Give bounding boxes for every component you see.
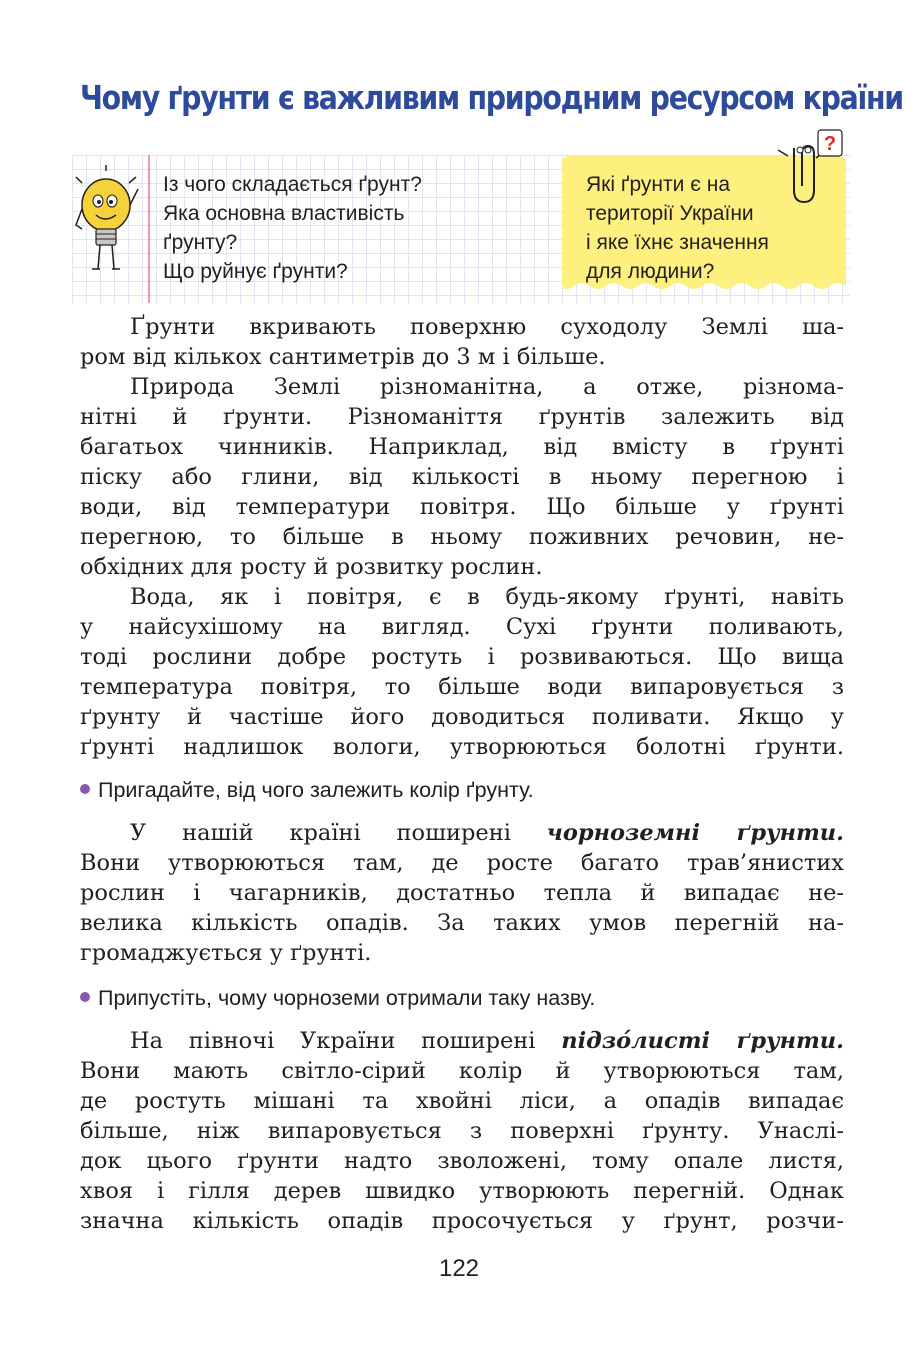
text-line: ґрунту й частіше його доводиться поливати. Якщо у	[80, 704, 844, 730]
note-line: Які ґрунти є на	[586, 173, 731, 196]
task-text: Припустіть, чому чорноземи отримали таку назву.	[98, 986, 596, 1010]
question-line: Що руйнує ґрунти?	[163, 260, 348, 283]
task-bullet	[80, 778, 534, 803]
margin-line	[148, 155, 150, 303]
text-line: нітні й ґрунти. Різноманіття ґрунтів залежить від	[80, 404, 844, 430]
bullet-dot-icon	[80, 784, 90, 794]
text-line: більше, ніж випаровується з поверхні ґрунту. Унаслі-	[80, 1118, 844, 1144]
text-line: тоді рослини добре ростуть і розвиваються. Що вища	[80, 644, 844, 670]
term-chornozem: чорноземні ґрунти.	[546, 820, 844, 846]
text-line: рослин і чагарників, достатньо тепла й випадає не-	[80, 880, 844, 906]
note-line: території України	[586, 202, 754, 225]
note-line: для людини?	[586, 260, 715, 283]
paragraph-5	[80, 1026, 844, 1236]
guiding-questions	[163, 170, 533, 286]
text-line: громаджується у ґрунті.	[80, 940, 372, 966]
question-line: Яка основна властивість	[163, 202, 405, 225]
paragraph-4	[80, 818, 844, 968]
task-bullet	[80, 986, 595, 1011]
paragraph-3	[80, 582, 844, 762]
task-text: Пригадайте, від чого залежить колір ґрунту.	[98, 778, 534, 802]
text-line	[80, 1026, 844, 1056]
text-line: Вони утворюються там, де росте багато трав’янистих	[80, 850, 844, 876]
question-line: ґрунту?	[163, 231, 238, 254]
text-line: ром від кількох сантиметрів до 3 м і більше.	[80, 344, 606, 370]
text-line: велика кількість опадів. За таких умов перегній на-	[80, 910, 844, 936]
text-line: Природа Землі різноманітна, а отже, різнома-	[130, 374, 844, 400]
note-line: і яке їхнє значення	[586, 231, 769, 254]
text-line: док цього ґрунти надто зволожені, тому опале листя,	[80, 1148, 844, 1174]
text-line: перегною, то більше в ньому поживних речовин, не-	[80, 524, 844, 550]
text-line: температура повітря, то більше води випаровується з	[80, 674, 844, 700]
paperclip-mascot-icon	[776, 128, 846, 208]
text-line: піску або глини, від кількості в ньому перегною і	[80, 464, 844, 490]
text-fragment: У нашій країні поширені	[130, 820, 547, 846]
bullet-dot-icon	[80, 992, 90, 1002]
term-podzolic: підзо́листі ґрунти.	[561, 1028, 844, 1054]
text-line: ґрунті надлишок вологи, утворюються болотні ґрунти.	[80, 734, 844, 760]
page-number: 122	[438, 1255, 480, 1282]
paragraph-2	[80, 372, 844, 582]
text-fragment: На півночі України поширені	[130, 1028, 562, 1054]
text-line: де ростуть мішані та хвойні ліси, а опадів випадає	[80, 1088, 844, 1114]
paragraph-1	[80, 312, 844, 372]
question-line: Із чого складається ґрунт?	[163, 173, 422, 196]
lightbulb-mascot-icon	[74, 165, 142, 277]
text-line: значна кількість опадів просочується у ґрунт, розчи-	[80, 1208, 844, 1234]
text-line: обхідних для росту й розвитку рослин.	[80, 554, 543, 580]
question-badge: ?	[823, 133, 837, 155]
text-line: багатьох чинників. Наприклад, від вмісту в ґрунті	[80, 434, 844, 460]
text-line: у найсухішому на вигляд. Сухі ґрунти поливають,	[80, 614, 844, 640]
text-line: Ґрунти вкривають поверхню суходолу Землі ша-	[130, 314, 844, 340]
page-title: Чому ґрунти є важливим природним ресурсом країни	[80, 78, 903, 117]
text-line: Вони мають світло-сірий колір й утворюються там,	[80, 1058, 844, 1084]
text-line: води, від температури повітря. Що більше у ґрунті	[80, 494, 844, 520]
text-line: хвоя і гілля дерев швидко утворюють перегній. Однак	[80, 1178, 844, 1204]
text-line	[80, 818, 844, 848]
text-line: Вода, як і повітря, є в будь-якому ґрунті, навіть	[130, 584, 844, 610]
